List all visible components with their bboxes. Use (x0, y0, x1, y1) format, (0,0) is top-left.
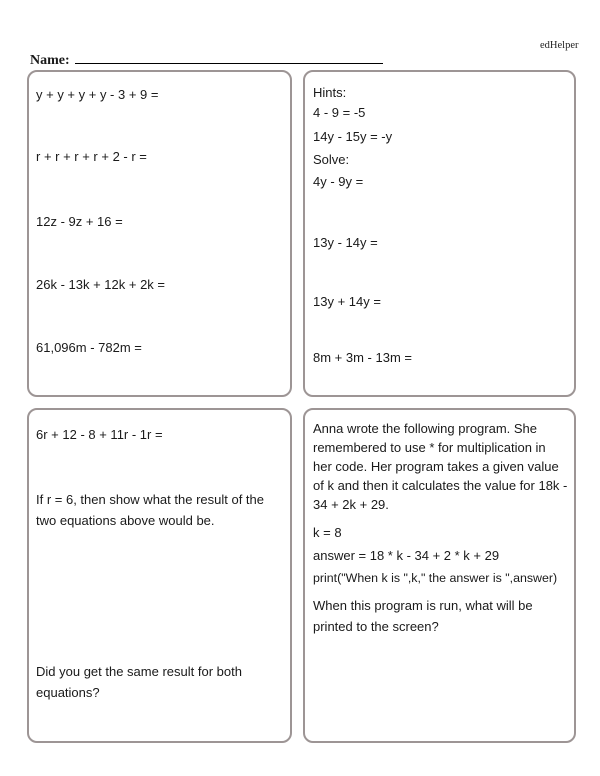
hints-box-top-right (303, 70, 576, 397)
name-row (30, 50, 383, 69)
solve-label: Solve: (313, 152, 350, 167)
program-problem-box-bottom-right (303, 408, 576, 743)
expression-problem: y + y + y + y - 3 + 9 = (36, 87, 159, 102)
code-line: print("When k is ",k," the answer is ",answer) (313, 571, 558, 585)
name-label: Name: (30, 53, 70, 68)
hint-line: 14y - 15y = -y (313, 129, 393, 144)
expression-problem: r + r + r + r + 2 - r = (36, 149, 147, 164)
name-blank-line (75, 50, 383, 64)
code-line: k = 8 (313, 525, 342, 540)
question-text: When this program is run, what will be printed to the screen? (313, 598, 533, 634)
hints-label: Hints: (313, 85, 347, 100)
expression-problem: 12z - 9z + 16 = (36, 214, 123, 229)
code-line: answer = 18 * k - 34 + 2 * k + 29 (313, 548, 500, 563)
hint-line: 4 - 9 = -5 (313, 105, 366, 120)
expression-problem: 61,096m - 782m = (36, 340, 142, 355)
instruction-text: If r = 6, then show what the result of the two equations above would be. (36, 492, 264, 528)
expression-problem: 13y - 14y = (313, 235, 378, 250)
brand-text: edHelper (540, 40, 579, 51)
word-problem-box-bottom-left (27, 408, 292, 743)
problem-intro-text: Anna wrote the following program. She remembered to use * for multiplication in her code. Her program takes a given value of k and then it calculates the value for 18k - 34 + 2k + 29. (313, 421, 568, 512)
expression-problem: 4y - 9y = (313, 174, 364, 189)
expression-problem: 6r + 12 - 8 + 11r - 1r = (36, 427, 163, 442)
expression-problem: 8m + 3m - 13m = (313, 350, 412, 365)
expression-problem: 26k - 13k + 12k + 2k = (36, 277, 165, 292)
question-text: Did you get the same result for both equations? (36, 664, 242, 700)
problems-box-top-left (27, 70, 292, 397)
expression-problem: 13y + 14y = (313, 294, 381, 309)
